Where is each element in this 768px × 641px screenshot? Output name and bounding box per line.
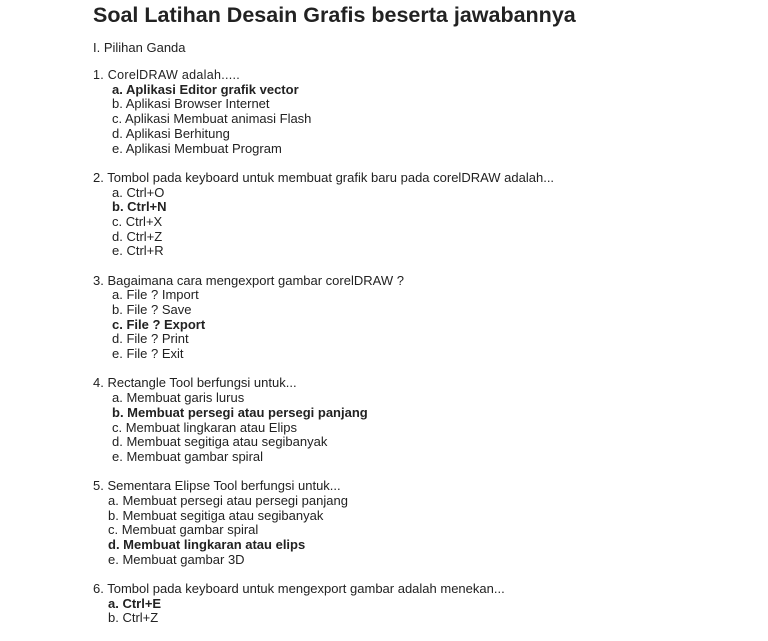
option-e: e. Ctrl+R bbox=[112, 243, 164, 259]
question-text: 1. CorelDRAW adalah..... bbox=[93, 68, 241, 82]
option-d: d. File ? Print bbox=[112, 331, 189, 347]
option-a: a. File ? Import bbox=[112, 287, 199, 303]
option-e: e. File ? Exit bbox=[112, 346, 184, 362]
option-b: b. File ? Save bbox=[112, 302, 192, 318]
option-b: b. Ctrl+N bbox=[112, 199, 167, 215]
question-text: 4. Rectangle Tool berfungsi untuk... bbox=[93, 375, 297, 391]
question-1 bbox=[93, 68, 753, 156]
option-d: d. Aplikasi Berhitung bbox=[112, 125, 230, 141]
page-title: Soal Latihan Desain Grafis beserta jawabannya bbox=[93, 3, 576, 27]
option-e: e. Membuat gambar spiral bbox=[112, 448, 264, 464]
option-c: c. Membuat lingkaran atau Elips bbox=[112, 419, 297, 435]
option-list bbox=[93, 391, 753, 465]
question-6 bbox=[93, 582, 753, 626]
option-list bbox=[93, 186, 753, 260]
option-d: d. Membuat lingkaran atau elips bbox=[108, 537, 306, 553]
question-3 bbox=[93, 274, 753, 362]
option-c: c. Membuat gambar spiral bbox=[108, 522, 259, 538]
option-c: c. Aplikasi Membuat animasi Flash bbox=[112, 111, 312, 127]
question-text: 5. Sementara Elipse Tool berfungsi untuk... bbox=[93, 478, 341, 494]
option-c: c. Ctrl+X bbox=[112, 213, 163, 229]
option-b: b. Ctrl+Z bbox=[108, 610, 159, 626]
option-a: a. Membuat garis lurus bbox=[112, 390, 245, 406]
question-text: 6. Tombol pada keyboard untuk mengexport gambar adalah menekan... bbox=[93, 581, 505, 597]
option-a: a. Ctrl+E bbox=[108, 595, 162, 611]
option-d: d. Ctrl+Z bbox=[112, 228, 163, 244]
document bbox=[93, 0, 753, 641]
option-c: c. File ? Export bbox=[112, 316, 206, 332]
section-heading: I. Pilihan Ganda bbox=[93, 40, 186, 55]
question-list bbox=[93, 68, 753, 626]
option-a: a. Membuat persegi atau persegi panjang bbox=[108, 492, 348, 508]
option-a: a. Aplikasi Editor grafik vector bbox=[112, 81, 299, 97]
option-a: a. Ctrl+O bbox=[112, 184, 165, 200]
option-list bbox=[93, 494, 753, 568]
question-5 bbox=[93, 479, 753, 567]
option-e: e. Membuat gambar 3D bbox=[108, 551, 245, 567]
question-2 bbox=[93, 171, 753, 259]
option-list bbox=[93, 83, 753, 157]
option-d: d. Membuat segitiga atau segibanyak bbox=[112, 434, 328, 450]
option-b: b. Membuat segitiga atau segibanyak bbox=[108, 507, 324, 523]
question-4 bbox=[93, 376, 753, 464]
option-b: b. Membuat persegi atau persegi panjang bbox=[112, 404, 368, 420]
option-e: e. Aplikasi Membuat Program bbox=[112, 140, 282, 156]
question-text: 2. Tombol pada keyboard untuk membuat grafik baru pada corelDRAW adalah... bbox=[93, 169, 555, 185]
option-list bbox=[93, 597, 753, 626]
option-list bbox=[93, 288, 753, 362]
question-text: 3. Bagaimana cara mengexport gambar corelDRAW ? bbox=[93, 272, 404, 288]
option-b: b. Aplikasi Browser Internet bbox=[112, 96, 270, 112]
